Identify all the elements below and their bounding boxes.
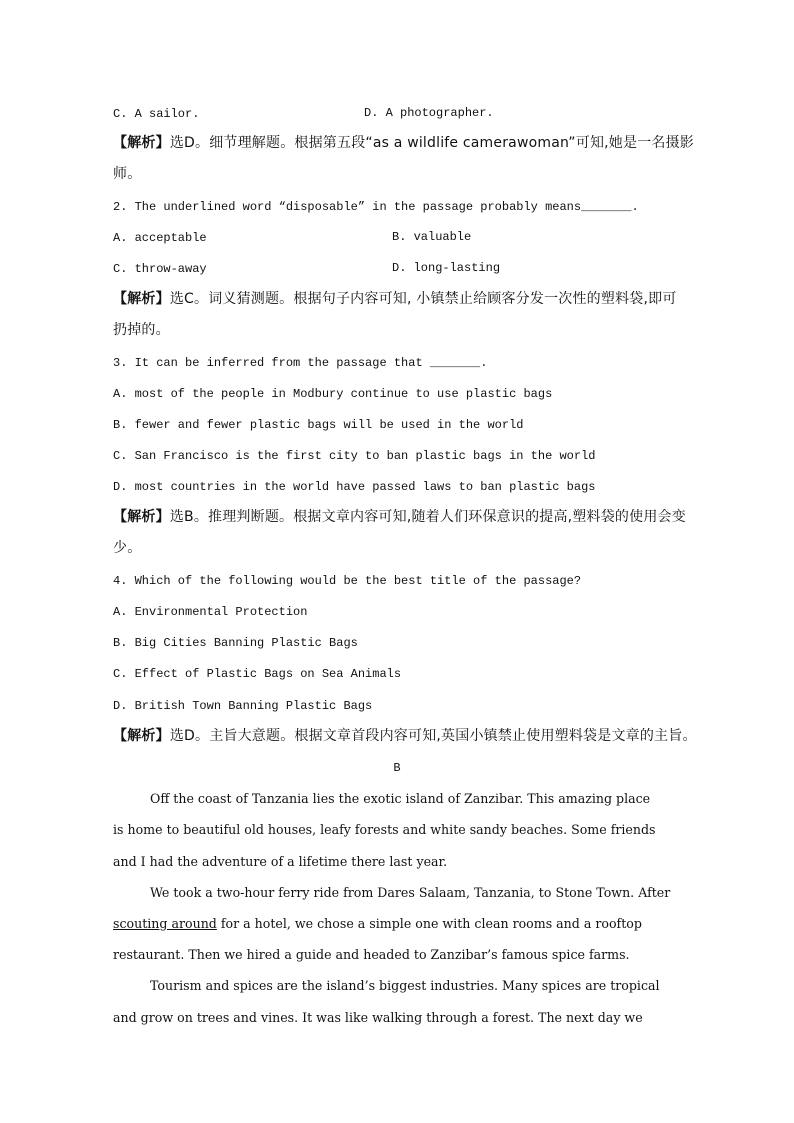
passage-line: Tourism and spices are the island’s biggest industries. Many spices are tropical xyxy=(150,978,660,993)
passage-line-rest: for a hotel, we chose a simple one with clean rooms and a rooftop xyxy=(216,916,642,931)
passage-line: and grow on trees and vines. It was like walking through a forest. The next day we xyxy=(113,1010,643,1025)
passage-line: restaurant. Then we hired a guide and headed to Zanzibar’s famous spice farms. xyxy=(113,947,630,962)
q1-analysis-cont: 师。 xyxy=(113,166,142,182)
q3-option-a: A. most of the people in Modbury continue to use plastic bags xyxy=(113,387,553,401)
q2-option-b: B. valuable xyxy=(392,230,472,244)
q4-stem: 4. Which of the following would be the best title of the passage? xyxy=(113,574,582,588)
analysis-tag: 【解析】 xyxy=(113,135,170,151)
analysis-text: 选B。推理判断题。根据文章内容可知,随着人们环保意识的提高,塑料袋的使用会变 xyxy=(169,509,686,525)
q1-analysis xyxy=(113,135,694,151)
passage-line xyxy=(113,916,642,932)
analysis-text: 选D。主旨大意题。根据文章首段内容可知,英国小镇禁止使用塑料袋是文章的主旨。 xyxy=(169,728,697,744)
q3-option-d: D. most countries in the world have passed laws to ban plastic bags xyxy=(113,480,596,494)
q2-option-c: C. throw-away xyxy=(113,262,207,276)
q2-option-d: D. long-lasting xyxy=(392,261,501,275)
analysis-text: 选C。词义猜测题。根据句子内容可知, 小镇禁止给顾客分发一次性的塑料袋,即可 xyxy=(169,291,677,307)
q1-option-d: D. A photographer. xyxy=(364,106,494,120)
q2-stem: 2. The underlined word “disposable” in the passage probably means_______. xyxy=(113,200,639,214)
q2-analysis-cont: 扔掉的。 xyxy=(113,322,170,338)
q4-option-b: B. Big Cities Banning Plastic Bags xyxy=(113,636,358,650)
passage-line: is home to beautiful old houses, leafy forests and white sandy beaches. Some friends xyxy=(113,822,656,837)
q3-analysis-cont: 少。 xyxy=(113,540,142,556)
q4-analysis xyxy=(113,728,697,744)
analysis-tag: 【解析】 xyxy=(113,509,170,525)
q4-option-a: A. Environmental Protection xyxy=(113,605,308,619)
q3-option-b: B. fewer and fewer plastic bags will be used in the world xyxy=(113,418,524,432)
q4-option-c: C. Effect of Plastic Bags on Sea Animals xyxy=(113,667,402,681)
passage-line: Off the coast of Tanzania lies the exotic island of Zanzibar. This amazing place xyxy=(150,791,651,806)
underlined-phrase: scouting around xyxy=(113,916,217,931)
analysis-tag: 【解析】 xyxy=(113,728,170,744)
q2-option-a: A. acceptable xyxy=(113,231,207,245)
passage-line: We took a two-hour ferry ride from Dares Salaam, Tanzania, to Stone Town. After xyxy=(150,885,671,900)
q3-analysis xyxy=(113,509,686,525)
q3-option-c: C. San Francisco is the first city to ban plastic bags in the world xyxy=(113,449,596,463)
analysis-text: 选D。细节理解题。根据第五段“as a wildlife camerawoman”可知,她是一名摄影 xyxy=(169,135,694,151)
q2-analysis xyxy=(113,291,677,307)
section-heading: B xyxy=(393,761,401,775)
passage-line: and I had the adventure of a lifetime there last year. xyxy=(113,854,448,869)
q3-stem: 3. It can be inferred from the passage that _______. xyxy=(113,356,488,370)
q4-option-d: D. British Town Banning Plastic Bags xyxy=(113,699,373,713)
analysis-tag: 【解析】 xyxy=(113,291,170,307)
q1-option-c: C. A sailor. xyxy=(113,107,200,121)
